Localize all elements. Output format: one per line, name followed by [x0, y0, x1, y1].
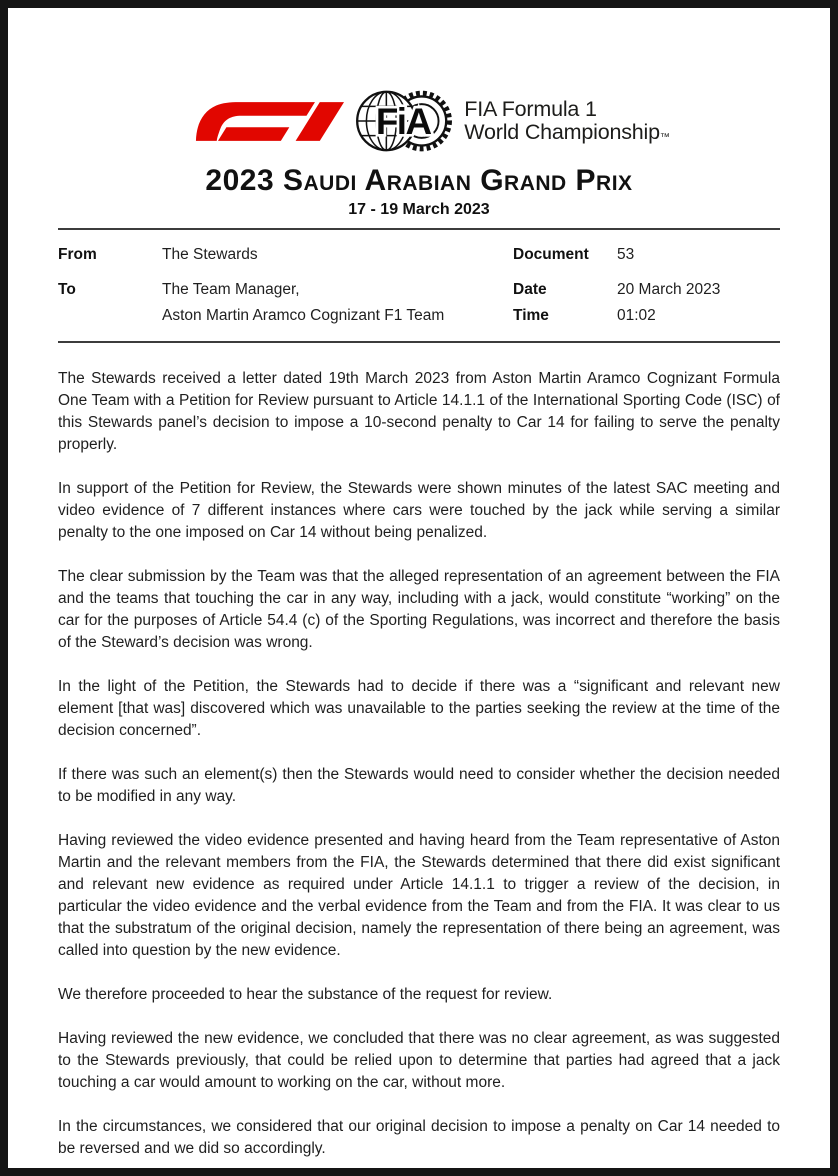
document-number-label: Document — [513, 246, 589, 263]
document-body — [58, 368, 780, 1160]
trademark-symbol: ™ — [659, 132, 670, 143]
document-meta-table — [58, 230, 780, 341]
wordmark-line2: World Championship™ — [464, 120, 670, 144]
fia-wordmark — [464, 98, 669, 144]
fia-monogram: FiA — [376, 101, 431, 143]
date-value: 20 March 2023 — [617, 281, 721, 298]
document-page — [8, 8, 830, 1168]
date-label: Date — [513, 281, 547, 298]
event-title: 2023 Saudi Arabian Grand Prix — [205, 164, 633, 197]
to-value-line1: The Team Manager, — [162, 281, 300, 298]
event-dates: 17 - 19 March 2023 — [348, 201, 490, 218]
body-paragraph: The clear submission by the Team was that the alleged representation of an agreement between the FIA and the teams that touching the car in any way, including with a jack, would constitute “working” on the car for the purposes of Article 54.4 (c) of the Sporting Regulations, was incorrect and therefore the basis of the Steward’s decision was wrong. — [58, 568, 780, 651]
body-paragraph: If there was such an element(s) then the Stewards would need to consider whether the decision needed to be modified in any way. — [58, 766, 780, 805]
from-value: The Stewards — [162, 246, 258, 263]
body-paragraph: In support of the Petition for Review, the Stewards were shown minutes of the latest SAC meeting and video evidence of 7 different instances where cars were touched by the jack while serving a similar penalty to the one imposed on Car 14 without being penalized. — [58, 480, 780, 541]
body-paragraph: In the circumstances, we considered that our original decision to impose a penalty on Car 14 needed to be reversed and we did so accordingly. — [58, 1118, 780, 1157]
fia-emblem-icon — [354, 88, 454, 154]
body-paragraph: We therefore proceeded to hear the substance of the request for review. — [58, 986, 553, 1003]
time-label: Time — [513, 307, 549, 324]
time-value: 01:02 — [617, 307, 656, 324]
body-paragraph: The Stewards received a letter dated 19th March 2023 from Aston Martin Aramco Cognizant Formula One Team with a Petition for Review pursuant to Article 14.1.1 of the International Sporting Code (ISC) of this Stewards panel’s decision to impose a 10-second penalty to Car 14 for failing to serve the penalty properly. — [58, 370, 780, 453]
to-value-line2: Aston Martin Aramco Cognizant F1 Team — [162, 307, 445, 324]
horizontal-rule-bottom — [58, 341, 780, 343]
body-paragraph: Having reviewed the new evidence, we concluded that there was no clear agreement, as was suggested to the Stewards previously, that could be relied upon to determine that parties had agreed that a jack touching a car would amount to working on the car, without more. — [58, 1030, 780, 1091]
body-paragraph: In the light of the Petition, the Stewards had to decide if there was a “significant and relevant new element [that was] discovered which was unavailable to the parties seeking the review at the time of the decision concerned”. — [58, 678, 780, 739]
empty-cell — [58, 303, 162, 329]
to-label: To — [58, 281, 76, 298]
document-header — [58, 88, 780, 219]
f1-logo-icon — [194, 102, 344, 141]
from-label: From — [58, 246, 97, 263]
logo-row — [58, 88, 780, 154]
body-paragraph: Having reviewed the video evidence presented and having heard from the Team representative of Aston Martin and the relevant members from the FIA, the Stewards determined that there did exist significant and relevant new evidence as required under Article 14.1.1 to trigger a review of the decision, in particular the video evidence and the verbal evidence from the Team and from the FIA. It was clear to us that the substratum of the original decision, namely the representation of there being an agreement, was called into question by the new evidence. — [58, 832, 780, 959]
document-number-value: 53 — [617, 246, 635, 263]
wordmark-line1: FIA Formula 1 — [464, 96, 597, 121]
